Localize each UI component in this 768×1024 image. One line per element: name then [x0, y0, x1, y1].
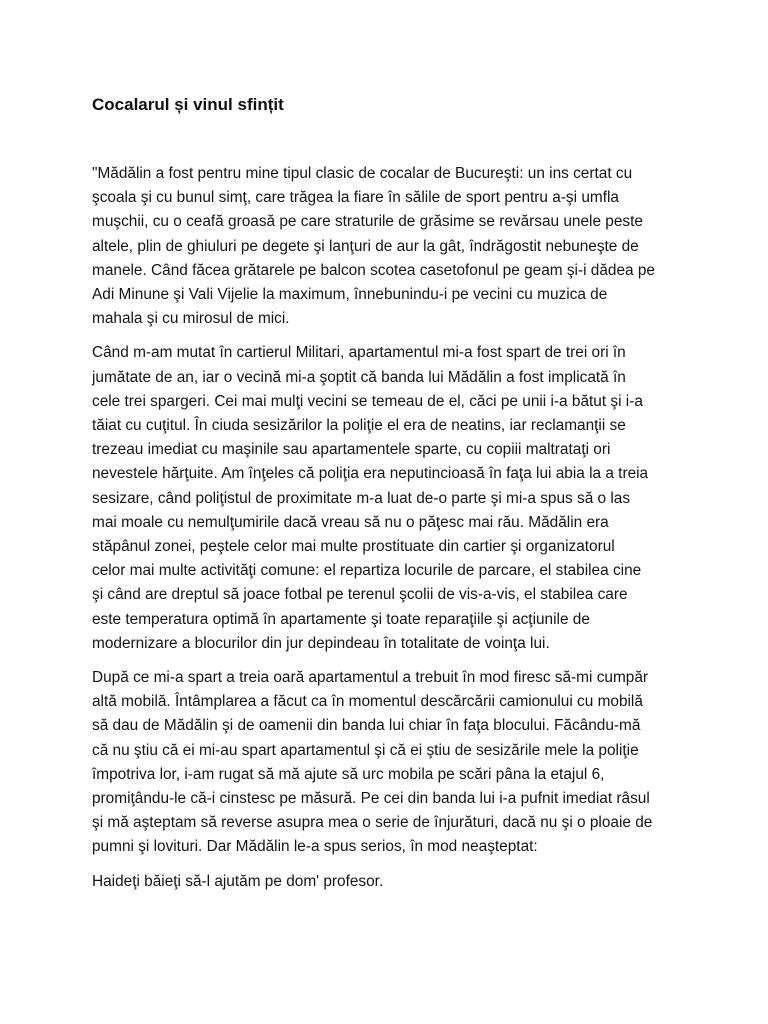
text-line: Haideţi băieţi să-l ajutăm pe dom' profesor.: [92, 872, 384, 890]
text-line: să dau de Mădălin şi de oamenii din banda lui chiar în faţa blocului. Făcându-mă: [92, 717, 641, 735]
text-line: mai moale cu nemulţumirile dacă vreau să nu o păţesc mai rău. Mădălin era: [92, 513, 609, 531]
text-line: că nu ştiu că ei mi-au spart apartamentul şi că ei ştiu de sesizările mele la poliţie: [92, 741, 639, 759]
text-line: stăpânul zonei, peştele celor mai multe prostituate din cartier şi organizatorul: [92, 538, 615, 556]
text-line: tăiat cu cuţitul. În ciuda sesizărilor la poliţie el era de neatins, iar reclamanţii se: [92, 417, 626, 435]
text-line: sesizare, când poliţistul de proximitate m-a luat de-o parte şi mi-a spus să o las: [92, 489, 631, 507]
paragraph-1: [92, 162, 692, 331]
document-title: Cocalarul și vinul sfințit: [92, 95, 284, 114]
text-line: pumni şi lovituri. Dar Mădălin le-a spus serios, în mod neaşteptat:: [92, 838, 538, 856]
text-line: mahala şi cu mirosul de mici.: [92, 310, 290, 328]
text-line: jumătate de an, iar o vecină mi-a şoptit că banda lui Mădălin a fost implicată în: [92, 368, 626, 386]
text-line: este temperatura optimă în apartamente şi toate reparaţiile şi acţiunile de: [92, 610, 590, 628]
text-line: promiţându-le că-i cinstesc pe măsură. Pe cei din banda lui i-a pufnit imediat râsul: [92, 790, 650, 808]
text-line: manele. Când făcea grătarele pe balcon scotea casetofonul pe geam şi-i dădea pe: [92, 261, 655, 279]
text-line: împotriva lor, i-am rugat să mă ajute să urc mobila pe scări pâna la etajul 6,: [92, 765, 605, 783]
text-line: cele trei spargeri. Cei mai mulţi vecini se temeau de el, căci pe unii i-a bătut şi i-a: [92, 392, 643, 410]
text-line: Când m-am mutat în cartierul Militari, apartamentul mi-a fost spart de trei ori în: [92, 344, 626, 362]
text-line: altele, plin de ghiuluri pe degete şi lanţuri de aur la gât, îndrăgostit nebuneşte de: [92, 237, 639, 255]
text-line: muşchii, cu o ceafă groasă pe care straturile de grăsime se revărsau unele peste: [92, 213, 643, 231]
document-body: [92, 162, 692, 904]
text-line: Adi Minune şi Vali Vijelie la maximum, înnebunindu-i pe vecini cu muzica de: [92, 286, 608, 304]
text-line: altă mobilă. Întâmplarea a făcut ca în momentul descărcării camionului cu mobilă: [92, 693, 643, 711]
text-line: celor mai multe activităţi comune: el repartiza locurile de parcare, el stabilea cine: [92, 562, 642, 580]
text-line: şi când are dreptul să joace fotbal pe terenul şcolii de vis-a-vis, el stabilea care: [92, 586, 628, 604]
text-line: şi mă aşteptam să reverse asupra mea o serie de înjurături, dacă nu şi o ploaie de: [92, 814, 653, 832]
text-line: "Mădălin a fost pentru mine tipul clasic de cocalar de Bucureşti: un ins certat cu: [92, 165, 633, 182]
paragraph-2: [92, 341, 692, 656]
text-line: După ce mi-a spart a treia oară apartamentul a trebuit în mod firesc să-mi cumpăr: [92, 669, 649, 687]
text-line: trezeau imediat cu maşinile sau apartamentele sparte, cu copiii maltrataţi ori: [92, 441, 611, 459]
text-line: nevestele hărţuite. Am înţeles că poliţia era neputincioasă în faţa lui abia la a treia: [92, 465, 649, 483]
paragraph-3: [92, 666, 692, 860]
paragraph-4: [92, 870, 692, 894]
text-line: şcoala şi cu bunul simţ, care trăgea la fiare în sălile de sport pentru a-şi umfla: [92, 189, 619, 207]
text-line: modernizare a blocurilor din jur depindeau în totalitate de voinţa lui.: [92, 634, 550, 652]
